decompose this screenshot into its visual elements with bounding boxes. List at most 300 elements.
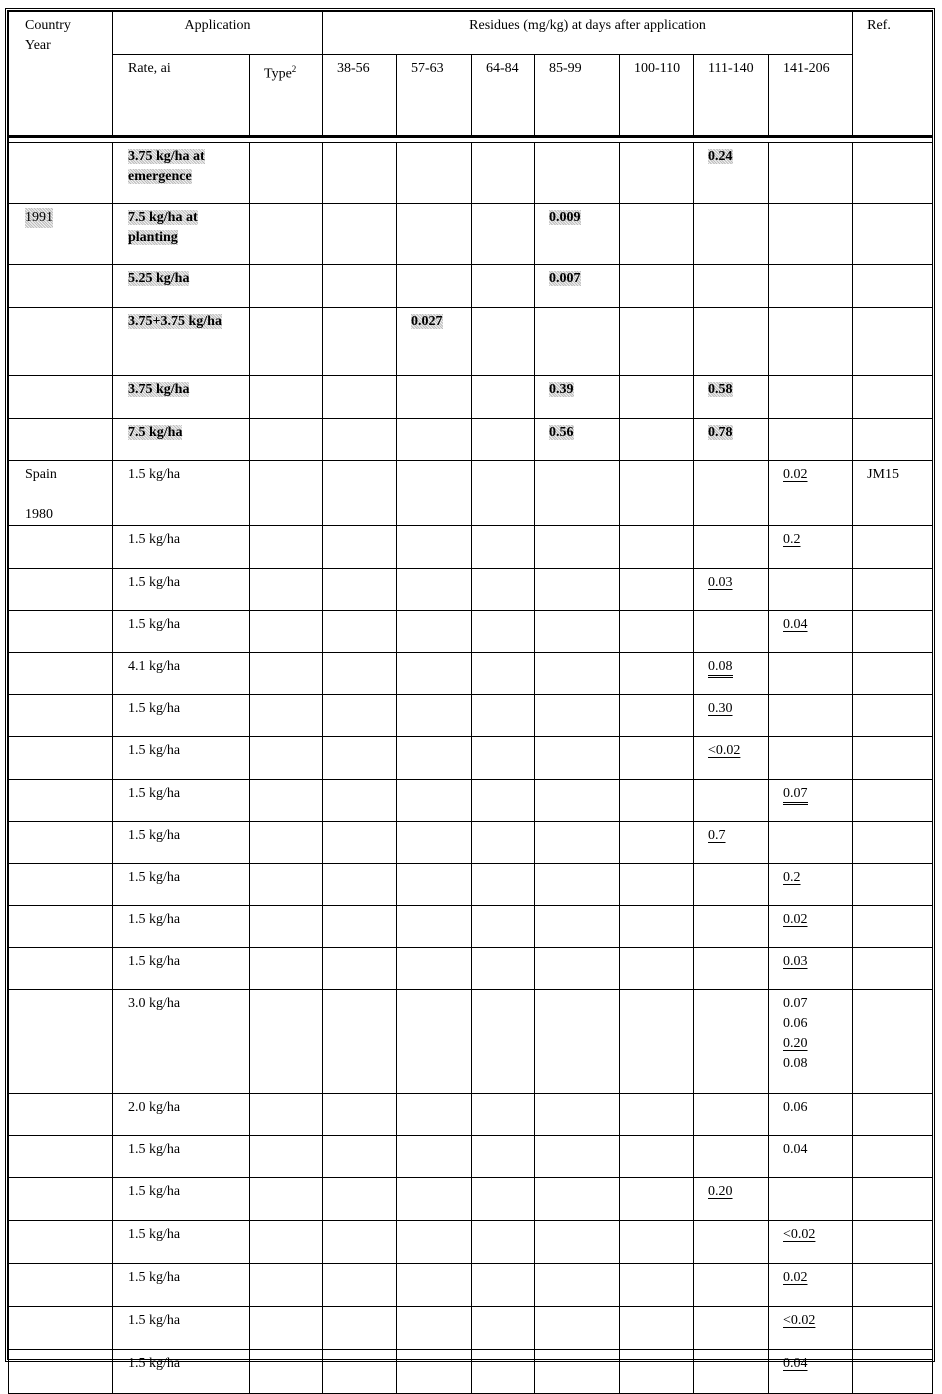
ref-cell — [853, 265, 933, 308]
residue-cell-d38-56 — [323, 265, 397, 308]
type-cell — [250, 569, 323, 611]
residue-cell-d38-56 — [323, 611, 397, 653]
header-ref: Ref. — [853, 12, 933, 137]
residue-cell-d111-140 — [694, 948, 769, 990]
residue-cell-d141-206 — [769, 1178, 853, 1221]
residue-cell-d85-99 — [535, 143, 620, 204]
rate-cell — [113, 653, 250, 695]
rate-text: 1.5 kg/ha — [128, 1356, 181, 1371]
rate-text: 1.5 kg/ha — [128, 828, 181, 843]
residue-value: 0.30 — [708, 701, 733, 716]
residue-cell-d141-206 — [769, 308, 853, 376]
residue-cell-d85-99 — [535, 695, 620, 737]
residue-cell-d85-99 — [535, 948, 620, 990]
residue-cell-d100-110 — [620, 737, 694, 780]
residue-cell-d64-84 — [472, 376, 535, 419]
residue-cell-d64-84 — [472, 737, 535, 780]
type-cell — [250, 695, 323, 737]
country-year-cell — [9, 948, 113, 990]
residue-cell-d57-63 — [397, 526, 472, 569]
residue-cell-d141-206 — [769, 611, 853, 653]
residue-value: 0.03 — [783, 954, 808, 969]
residue-cell-d100-110 — [620, 990, 694, 1094]
residue-value: 0.7 — [708, 828, 726, 843]
residue-cell-d100-110 — [620, 376, 694, 419]
residue-cell-d85-99 — [535, 1350, 620, 1394]
residue-cell-d111-140 — [694, 611, 769, 653]
residue-cell-d100-110 — [620, 653, 694, 695]
residue-cell-d57-63 — [397, 822, 472, 864]
ref-cell — [853, 948, 933, 990]
type-cell — [250, 526, 323, 569]
table-row — [9, 737, 933, 780]
ref-cell — [853, 1094, 933, 1136]
residue-cell-d111-140 — [694, 308, 769, 376]
residue-cell-d64-84 — [472, 948, 535, 990]
residue-cell-d100-110 — [620, 611, 694, 653]
residue-cell-d64-84 — [472, 1094, 535, 1136]
residue-cell-d141-206 — [769, 822, 853, 864]
residue-cell-d57-63 — [397, 1094, 472, 1136]
type-cell — [250, 906, 323, 948]
residue-cell-d38-56 — [323, 1136, 397, 1178]
residue-cell-d85-99 — [535, 1136, 620, 1178]
ref-cell — [853, 1307, 933, 1350]
residue-cell-d141-206 — [769, 461, 853, 526]
residue-cell-d38-56 — [323, 990, 397, 1094]
table-row — [9, 308, 933, 376]
residue-cell-d64-84 — [472, 461, 535, 526]
residue-cell-d64-84 — [472, 308, 535, 376]
table-row — [9, 864, 933, 906]
residue-cell-d64-84 — [472, 990, 535, 1094]
table-row — [9, 906, 933, 948]
residue-cell-d38-56 — [323, 461, 397, 526]
residue-cell-d64-84 — [472, 419, 535, 461]
rate-cell — [113, 948, 250, 990]
residue-cell-d57-63 — [397, 1307, 472, 1350]
residue-cell-d38-56 — [323, 695, 397, 737]
residue-cell-d85-99 — [535, 737, 620, 780]
residue-cell-d85-99 — [535, 1094, 620, 1136]
ref-cell — [853, 990, 933, 1094]
type-cell — [250, 822, 323, 864]
ref-cell — [853, 1264, 933, 1307]
residue-cell-d57-63 — [397, 906, 472, 948]
residue-value: 0.06 — [783, 1016, 808, 1031]
table-row — [9, 419, 933, 461]
country-year-cell — [9, 611, 113, 653]
rate-text: 3.75+3.75 kg/ha — [128, 314, 222, 329]
header-country-year: Country Year — [9, 12, 113, 137]
table-row — [9, 1221, 933, 1264]
residue-cell-d57-63 — [397, 1136, 472, 1178]
table-row — [9, 265, 933, 308]
residue-cell-d100-110 — [620, 461, 694, 526]
residue-cell-d111-140 — [694, 990, 769, 1094]
rate-cell — [113, 143, 250, 204]
residue-cell-d64-84 — [472, 653, 535, 695]
rate-cell — [113, 461, 250, 526]
residue-cell-d64-84 — [472, 611, 535, 653]
residue-cell-d111-140 — [694, 204, 769, 265]
residue-value: 0.027 — [411, 314, 443, 329]
table-row — [9, 653, 933, 695]
country-year-cell — [9, 1178, 113, 1221]
ref-cell — [853, 822, 933, 864]
rate-cell — [113, 569, 250, 611]
rate-cell — [113, 611, 250, 653]
residue-cell-d57-63 — [397, 653, 472, 695]
rate-cell — [113, 204, 250, 265]
residue-cell-d141-206 — [769, 990, 853, 1094]
country-year-cell — [9, 1136, 113, 1178]
residue-cell-d111-140 — [694, 419, 769, 461]
table-body — [9, 143, 933, 1394]
residue-cell-d141-206 — [769, 265, 853, 308]
rate-text: 1.5 kg/ha — [128, 532, 181, 547]
rate-cell — [113, 265, 250, 308]
residue-cell-d38-56 — [323, 569, 397, 611]
residue-cell-d85-99 — [535, 526, 620, 569]
residue-cell-d38-56 — [323, 308, 397, 376]
residue-value: 0.58 — [708, 382, 733, 397]
residue-cell-d85-99 — [535, 1221, 620, 1264]
country-year-cell — [9, 780, 113, 822]
residue-cell-d141-206 — [769, 1094, 853, 1136]
type-cell — [250, 1136, 323, 1178]
residue-cell-d111-140 — [694, 1264, 769, 1307]
table-row — [9, 1136, 933, 1178]
header-days-38-56: 38-56 — [323, 55, 397, 137]
rate-text: 1.5 kg/ha — [128, 912, 181, 927]
type-cell — [250, 611, 323, 653]
residue-cell-d85-99 — [535, 653, 620, 695]
residue-cell-d141-206 — [769, 1350, 853, 1394]
rate-text: 1.5 kg/ha — [128, 701, 181, 716]
residue-cell-d64-84 — [472, 1264, 535, 1307]
residue-table — [8, 11, 933, 1394]
residue-value: 0.07 — [783, 996, 808, 1011]
rate-cell — [113, 864, 250, 906]
rate-text: 1.5 kg/ha — [128, 954, 181, 969]
residue-cell-d111-140 — [694, 906, 769, 948]
header-days-64-84: 64-84 — [472, 55, 535, 137]
rate-cell — [113, 1264, 250, 1307]
residue-value: 0.2 — [783, 532, 801, 547]
residue-cell-d100-110 — [620, 695, 694, 737]
rate-text: 1.5 kg/ha — [128, 743, 181, 758]
residue-cell-d141-206 — [769, 569, 853, 611]
residue-cell-d85-99 — [535, 204, 620, 265]
residue-cell-d111-140 — [694, 1307, 769, 1350]
type-cell — [250, 1094, 323, 1136]
table-row — [9, 1094, 933, 1136]
residue-cell-d85-99 — [535, 265, 620, 308]
residue-cell-d38-56 — [323, 822, 397, 864]
country-year-cell — [9, 461, 113, 526]
residue-cell-d111-140 — [694, 1094, 769, 1136]
rate-cell — [113, 1307, 250, 1350]
table-row — [9, 526, 933, 569]
rate-cell — [113, 1094, 250, 1136]
residue-value: 0.20 — [708, 1184, 733, 1199]
table-row — [9, 569, 933, 611]
ref-cell — [853, 308, 933, 376]
residue-cell-d64-84 — [472, 780, 535, 822]
rate-text: 1.5 kg/ha — [128, 617, 181, 632]
table-row — [9, 143, 933, 204]
country-year-cell — [9, 1264, 113, 1307]
rate-text: 1.5 kg/ha — [128, 1142, 181, 1157]
residue-cell-d57-63 — [397, 1178, 472, 1221]
country-year-text: 1980 — [25, 507, 53, 522]
residue-cell-d38-56 — [323, 780, 397, 822]
residue-cell-d64-84 — [472, 1136, 535, 1178]
country-year-cell — [9, 653, 113, 695]
residue-cell-d57-63 — [397, 1350, 472, 1394]
rate-text: 1.5 kg/ha — [128, 870, 181, 885]
type-cell — [250, 1264, 323, 1307]
residue-value: 0.20 — [783, 1036, 808, 1051]
country-year-cell — [9, 204, 113, 265]
residue-cell-d100-110 — [620, 1264, 694, 1307]
ref-cell — [853, 695, 933, 737]
residue-cell-d141-206 — [769, 864, 853, 906]
rate-cell — [113, 737, 250, 780]
residue-cell-d100-110 — [620, 864, 694, 906]
country-year-cell — [9, 906, 113, 948]
residue-cell-d57-63 — [397, 569, 472, 611]
residue-cell-d57-63 — [397, 948, 472, 990]
rate-text: 4.1 kg/ha — [128, 659, 181, 674]
type-cell — [250, 737, 323, 780]
residue-cell-d100-110 — [620, 1307, 694, 1350]
rate-cell — [113, 822, 250, 864]
residue-cell-d111-140 — [694, 1178, 769, 1221]
ref-cell — [853, 653, 933, 695]
residue-cell-d111-140 — [694, 653, 769, 695]
country-year-cell — [9, 822, 113, 864]
table-row — [9, 780, 933, 822]
residue-cell-d64-84 — [472, 526, 535, 569]
country-year-cell — [9, 1307, 113, 1350]
rate-cell — [113, 1221, 250, 1264]
residue-cell-d85-99 — [535, 376, 620, 419]
rate-text: 3.75 kg/ha at emergence — [128, 149, 205, 184]
residue-cell-d111-140 — [694, 1221, 769, 1264]
residue-cell-d57-63 — [397, 419, 472, 461]
residue-cell-d38-56 — [323, 1307, 397, 1350]
residue-cell-d38-56 — [323, 1094, 397, 1136]
residue-cell-d64-84 — [472, 864, 535, 906]
residue-cell-d64-84 — [472, 906, 535, 948]
rate-text: 7.5 kg/ha at planting — [128, 210, 198, 245]
header-residues: Residues (mg/kg) at days after application — [323, 12, 853, 55]
type-cell — [250, 948, 323, 990]
residue-cell-d111-140 — [694, 143, 769, 204]
rate-text: 1.5 kg/ha — [128, 786, 181, 801]
residue-value: 0.04 — [783, 1356, 808, 1371]
residue-cell-d111-140 — [694, 461, 769, 526]
ref-cell — [853, 906, 933, 948]
table-row — [9, 1307, 933, 1350]
ref-cell: JM15 — [853, 461, 933, 526]
residue-cell-d64-84 — [472, 1221, 535, 1264]
residue-cell-d64-84 — [472, 1350, 535, 1394]
country-year-text: 1991 — [25, 208, 53, 228]
table-row — [9, 990, 933, 1094]
residue-value: 0.02 — [783, 467, 808, 482]
residue-value: 0.39 — [549, 382, 574, 397]
residue-cell-d111-140 — [694, 780, 769, 822]
residue-cell-d141-206 — [769, 419, 853, 461]
type-cell — [250, 653, 323, 695]
ref-cell — [853, 569, 933, 611]
type-cell — [250, 780, 323, 822]
country-year-cell — [9, 1094, 113, 1136]
residue-value: <0.02 — [783, 1227, 816, 1242]
rate-cell — [113, 526, 250, 569]
residue-cell-d141-206 — [769, 1136, 853, 1178]
residue-cell-d85-99 — [535, 1178, 620, 1221]
rate-cell — [113, 376, 250, 419]
residue-value: 0.07 — [783, 786, 808, 805]
residue-cell-d57-63 — [397, 1221, 472, 1264]
type-cell — [250, 461, 323, 526]
residue-value: 0.08 — [708, 659, 733, 678]
table-row — [9, 461, 933, 526]
table-row — [9, 204, 933, 265]
residue-cell-d111-140 — [694, 864, 769, 906]
rate-text: 1.5 kg/ha — [128, 1227, 181, 1242]
rate-cell — [113, 1350, 250, 1394]
residue-cell-d64-84 — [472, 1307, 535, 1350]
country-year-cell — [9, 990, 113, 1094]
residue-value: 0.04 — [783, 617, 808, 632]
residue-cell-d141-206 — [769, 695, 853, 737]
residue-cell-d85-99 — [535, 822, 620, 864]
residue-cell-d57-63 — [397, 143, 472, 204]
residue-cell-d38-56 — [323, 1178, 397, 1221]
ref-cell — [853, 143, 933, 204]
residue-table-page — [5, 8, 935, 1371]
rate-text: 3.0 kg/ha — [128, 996, 181, 1011]
residue-cell-d111-140 — [694, 695, 769, 737]
residue-cell-d100-110 — [620, 204, 694, 265]
residue-cell-d64-84 — [472, 204, 535, 265]
type-cell — [250, 990, 323, 1094]
header-application: Application — [113, 12, 323, 55]
residue-cell-d64-84 — [472, 1178, 535, 1221]
type-cell — [250, 1350, 323, 1394]
residue-value: 0.24 — [708, 149, 733, 164]
residue-cell-d100-110 — [620, 569, 694, 611]
residue-cell-d38-56 — [323, 906, 397, 948]
residue-cell-d111-140 — [694, 526, 769, 569]
header-days-100-110: 100-110 — [620, 55, 694, 137]
residue-cell-d141-206 — [769, 1264, 853, 1307]
rate-cell — [113, 990, 250, 1094]
type-cell — [250, 308, 323, 376]
header-type: Type$^2$ — [250, 55, 323, 137]
residue-cell-d85-99 — [535, 864, 620, 906]
residue-cell-d111-140 — [694, 737, 769, 780]
residue-cell-d38-56 — [323, 864, 397, 906]
residue-value: 0.78 — [708, 425, 733, 440]
residue-cell-d85-99 — [535, 419, 620, 461]
residue-cell-d57-63 — [397, 737, 472, 780]
residue-value: 0.04 — [783, 1142, 808, 1157]
rate-cell — [113, 780, 250, 822]
residue-cell-d38-56 — [323, 419, 397, 461]
ref-cell — [853, 526, 933, 569]
rate-text: 1.5 kg/ha — [128, 575, 181, 590]
residue-value: 0.009 — [549, 210, 581, 225]
residue-value: 0.08 — [783, 1056, 808, 1071]
residue-cell-d64-84 — [472, 822, 535, 864]
country-year-cell — [9, 695, 113, 737]
rate-cell — [113, 695, 250, 737]
table-row — [9, 1178, 933, 1221]
ref-cell — [853, 1350, 933, 1394]
rate-text: 1.5 kg/ha — [128, 467, 181, 482]
residue-cell-d38-56 — [323, 948, 397, 990]
residue-cell-d100-110 — [620, 308, 694, 376]
ref-cell — [853, 780, 933, 822]
country-year-cell — [9, 737, 113, 780]
ref-cell — [853, 1178, 933, 1221]
residue-cell-d85-99 — [535, 461, 620, 526]
residue-cell-d100-110 — [620, 780, 694, 822]
residue-cell-d85-99 — [535, 990, 620, 1094]
residue-cell-d100-110 — [620, 1350, 694, 1394]
residue-cell-d141-206 — [769, 526, 853, 569]
residue-value: 0.06 — [783, 1100, 808, 1115]
residue-cell-d141-206 — [769, 906, 853, 948]
residue-cell-d64-84 — [472, 265, 535, 308]
table-row — [9, 1350, 933, 1394]
residue-cell-d111-140 — [694, 1350, 769, 1394]
residue-cell-d38-56 — [323, 376, 397, 419]
residue-cell-d57-63 — [397, 308, 472, 376]
residue-value: 0.56 — [549, 425, 574, 440]
residue-cell-d100-110 — [620, 419, 694, 461]
header-days-111-140: 111-140 — [694, 55, 769, 137]
residue-cell-d85-99 — [535, 611, 620, 653]
country-year-cell — [9, 864, 113, 906]
residue-cell-d100-110 — [620, 822, 694, 864]
country-year-cell — [9, 376, 113, 419]
ref-cell — [853, 1136, 933, 1178]
residue-cell-d141-206 — [769, 737, 853, 780]
residue-cell-d57-63 — [397, 611, 472, 653]
rate-cell — [113, 308, 250, 376]
residue-cell-d141-206 — [769, 376, 853, 419]
residue-cell-d100-110 — [620, 526, 694, 569]
ref-cell — [853, 737, 933, 780]
rate-text: 1.5 kg/ha — [128, 1184, 181, 1199]
table-row — [9, 822, 933, 864]
residue-cell-d100-110 — [620, 143, 694, 204]
residue-cell-d85-99 — [535, 906, 620, 948]
type-cell — [250, 864, 323, 906]
residue-cell-d38-56 — [323, 526, 397, 569]
residue-cell-d100-110 — [620, 1094, 694, 1136]
rate-text: 2.0 kg/ha — [128, 1100, 181, 1115]
rate-text: 5.25 kg/ha — [128, 271, 190, 286]
residue-cell-d64-84 — [472, 569, 535, 611]
